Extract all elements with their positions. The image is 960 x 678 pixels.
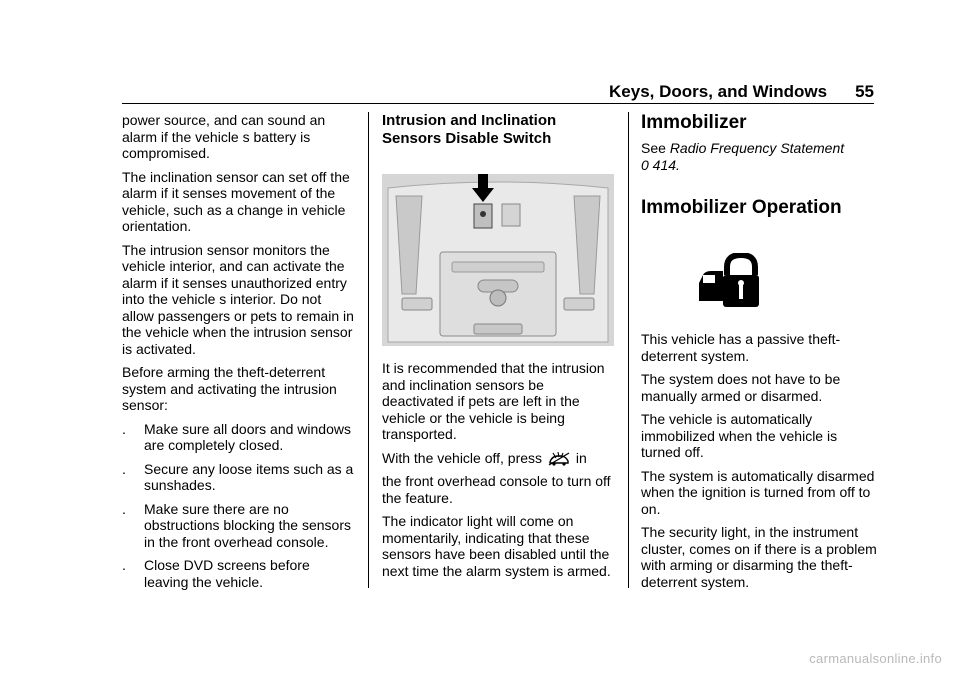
reference-title: Radio Frequency Statement (669, 140, 845, 156)
list-item-text: Make sure all doors and windows are completely closed. (144, 420, 351, 453)
bullet-marker: . (122, 500, 126, 517)
section-title: Keys, Doors, and Windows (609, 82, 828, 101)
bullet-marker: . (122, 557, 126, 573)
paragraph: Before arming the theft-deterrent system and activating the intrusion sensor: (122, 364, 337, 413)
see-prefix: See (641, 140, 666, 156)
column-3 (641, 112, 877, 597)
paragraph: the front overhead console to turn off the feature. (382, 473, 611, 506)
watermark: carmanualsonline.info (809, 651, 942, 666)
list-item (122, 461, 354, 494)
paragraph: The system is automatically disarmed when the ignition is turned from off to on. (641, 467, 875, 517)
list-item (122, 501, 354, 551)
paragraph: The inclination sensor can set off the alarm if it senses movement of the vehicle, such as a change in vehicle orientation. (122, 168, 350, 234)
column-divider (368, 112, 369, 588)
column-divider (628, 112, 629, 588)
list-item-text: Secure any loose items such as a sunshades. (144, 460, 354, 493)
header-rule (122, 103, 874, 104)
paragraph: The security light, in the instrument cluster, comes on if there is a problem with arming or disarming the theft-deterrent system. (641, 524, 877, 590)
paragraph (382, 450, 614, 467)
paragraph: The vehicle is automatically immobilized when the vehicle is turned off. (641, 411, 838, 460)
section-heading: Intrusion and Inclination Sensors Disable Switch (382, 112, 557, 147)
paragraph-text: in (575, 449, 587, 466)
column-2 (382, 112, 614, 586)
list-item (122, 421, 354, 454)
bullet-marker: . (122, 420, 126, 437)
page-number: 55 (855, 82, 874, 101)
list-item-text: Close DVD screens before leaving the vehicle. (144, 557, 310, 590)
paragraph: The indicator light will come on momentarily, indicating that these sensors have been disabled until the next time the alarm system is armed. (382, 513, 611, 579)
paragraph: power source, and can sound an alarm if the vehicle s battery is compromised. (122, 112, 326, 161)
section-heading: Immobilizer (641, 112, 747, 133)
bullet-marker: . (122, 460, 126, 477)
paragraph: This vehicle has a passive theft-deterrent system. (641, 331, 841, 364)
paragraph: The intrusion sensor monitors the vehicle interior, and can activate the alarm if it senses unauthorized entry into the vehicle s interior. Do not allow passengers or pets to remain in the vehicle when the intrusion sensor is activated. (122, 241, 354, 357)
reference-page: 0 414. (641, 156, 680, 173)
section-heading: Immobilizer Operation (641, 197, 842, 218)
column-1 (122, 112, 354, 597)
paragraph-text: With the vehicle off, press (382, 449, 543, 466)
overhead-console-icon (382, 174, 614, 346)
paragraph: It is recommended that the intrusion and inclination sensors be deactivated if pets are left in the vehicle or the vehicle is being transported. (382, 360, 605, 442)
list-item (122, 557, 354, 590)
list-item-text: Make sure there are no obstructions blocking the sensors in the front overhead console. (144, 500, 351, 550)
paragraph: The system does not have to be manually armed or disarmed. (641, 371, 841, 404)
intrusion-sensor-switch-icon (548, 452, 570, 466)
immobilizer-lock-car-icon (697, 253, 759, 311)
cross-reference (641, 140, 877, 173)
